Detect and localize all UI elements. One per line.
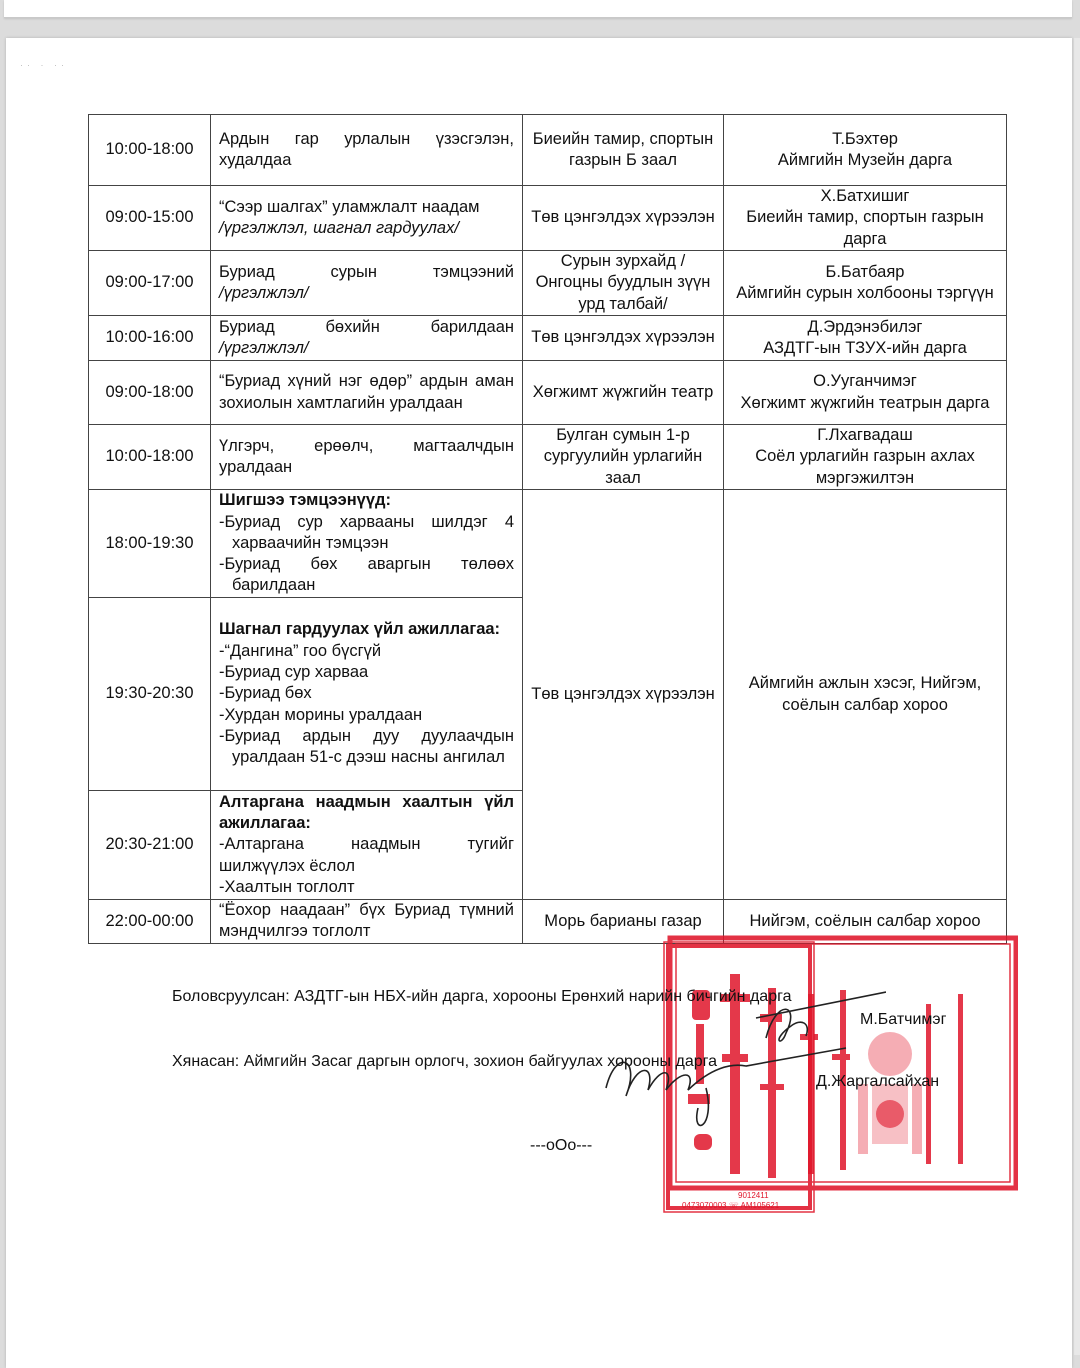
responsible-title: АЗДТГ-ын ТЗУХ-ийн дарга (763, 339, 967, 357)
time-cell: 10:00-18:00 (89, 115, 211, 186)
approved-by-label: Хянасан: Аймгийн Засаг даргын орлогч, зохион байгуулах хорооны дарга (172, 1053, 718, 1070)
event-item: -Буриад сур харваа (219, 663, 369, 682)
event-cell (211, 316, 523, 361)
event-item: -Буриад бөх аваргын төлөөх барилдаан (219, 555, 514, 595)
responsible-name: Г.Лхагвадаш (817, 426, 913, 445)
time-cell: 22:00-00:00 (89, 900, 211, 944)
event-text: Буриад сурын тэмцээний (219, 262, 514, 281)
event-title: Алтаргана наадмын хаалтын үйл ажиллагаа: (219, 792, 514, 833)
responsible-name: Х.Батхишиг (820, 187, 910, 206)
place-cell: Хөгжимт жүжгийн театр (523, 361, 724, 425)
schedule-table (88, 114, 1007, 944)
table-row (89, 115, 1007, 186)
prepared-by-name: М.Батчимэг (860, 1011, 947, 1028)
place-cell: Биеийн тамир, спортын газрын Б заал (523, 115, 724, 186)
event-cell (211, 598, 523, 791)
merged-place-cell: Төв цэнгэлдэх хүрээлэн (523, 490, 724, 900)
responsible-cell (724, 115, 1007, 186)
stamp-number-bottom: 0473070003 ☏ AM105621 (682, 1201, 780, 1210)
scan-specks: ·· · ·· (20, 60, 68, 70)
event-cell: “Буриад хүний нэг өдөр” ардын аман зохиолын хамтлагийн уралдаан (211, 361, 523, 425)
event-item: -Алтаргана наадмын тугийг шилжүүлэх ёслол (219, 835, 514, 875)
responsible-cell: Нийгэм, соёлын салбар хороо (724, 900, 1007, 944)
table-row (89, 316, 1007, 361)
table-row (89, 425, 1007, 490)
event-text: Буриад бөхийн барилдаан (219, 317, 514, 336)
event-cell (211, 490, 523, 598)
responsible-title: Аймгийн Музейн дарга (777, 151, 953, 169)
responsible-name: Т.Бэхтөр (832, 129, 898, 148)
merged-responsible-cell: Аймгийн ажлын хэсэг, Нийгэм, соёлын салбар хороо (724, 490, 1007, 900)
approved-by-name: Д.Жаргалсайхан (816, 1073, 940, 1090)
table-row (89, 361, 1007, 425)
time-cell: 09:00-17:00 (89, 251, 211, 316)
table-row (89, 490, 1007, 598)
responsible-name: О.Ууганчимэг (813, 372, 917, 391)
event-text: “Сээр шалгах” уламжлалт наадам (219, 197, 480, 216)
event-item: -Буриад бөх (219, 684, 312, 703)
scrollbar-track[interactable] (1074, 38, 1080, 1355)
table-row (89, 251, 1007, 316)
place-cell: Сурын зурхайд /Онгоцны буудлын зүүн урд талбай/ (523, 251, 724, 316)
responsible-name: Д.Эрдэнэбилэг (807, 317, 923, 336)
event-note: /үргэлжлэл/ (219, 339, 309, 357)
responsible-cell (724, 361, 1007, 425)
place-cell: Булган сумын 1-р сургуулийн урлагийн заал (523, 425, 724, 490)
event-item: -Буриад сур харвааны шилдэг 4 харваачийн тэмцээн (219, 512, 514, 552)
responsible-title: Аймгийн сурын холбооны тэргүүн (736, 284, 994, 302)
time-cell: 18:00-19:30 (89, 490, 211, 598)
event-cell: Ардын гар урлалын үзэсгэлэн, худалдаа (211, 115, 523, 186)
prepared-by-label: Боловсруулсан: АЗДТГ-ын НБХ-ийн дарга, хорооны Ерөнхий нарийн бичгийн дарга (172, 988, 792, 1005)
time-cell: 10:00-18:00 (89, 425, 211, 490)
table-row (89, 186, 1007, 251)
stamp-number-top: 9012411 (738, 1191, 769, 1200)
responsible-title: Хөгжимт жүжгийн театрын дарга (740, 393, 990, 412)
time-cell: 10:00-16:00 (89, 316, 211, 361)
responsible-cell (724, 316, 1007, 361)
event-note: /үргэлжлэл/ (219, 284, 309, 302)
responsible-cell (724, 425, 1007, 490)
event-title: Шагнал гардуулах үйл ажиллагаа: (219, 620, 501, 639)
event-cell (211, 186, 523, 251)
responsible-cell (724, 251, 1007, 316)
event-cell (211, 251, 523, 316)
event-cell (211, 791, 523, 900)
closing-mark: ---oOo--- (530, 1137, 593, 1154)
responsible-name: Б.Батбаяр (825, 262, 905, 281)
time-cell: 09:00-15:00 (89, 186, 211, 251)
event-item: -Хурдан морины уралдаан (219, 705, 423, 724)
responsible-title: Биеийн тамир, спортын газрын дарга (746, 208, 984, 248)
time-cell: 09:00-18:00 (89, 361, 211, 425)
event-cell: Үлгэрч, ерөөлч, магтаалчдын уралдаан (211, 425, 523, 490)
document-page (6, 38, 1072, 1368)
time-cell: 19:30-20:30 (89, 598, 211, 791)
event-cell: “Ёохор наадаан” бүх Буриад түмний мэндчилгээ тоглолт (211, 900, 523, 944)
place-cell: Төв цэнгэлдэх хүрээлэн (523, 186, 724, 251)
place-cell: Төв цэнгэлдэх хүрээлэн (523, 316, 724, 361)
place-cell: Морь барианы газар (523, 900, 724, 944)
event-item: -“Дангина” гоо бүсгүй (219, 641, 382, 660)
event-note: /үргэлжлэл, шагнал гардуулах/ (219, 219, 459, 237)
event-item: -Буриад ардын дуу дуулаачдын уралдаан 51-с дээш насны ангилал (219, 726, 514, 767)
previous-page-edge (4, 0, 1072, 18)
event-item: -Хаалтын тоглолт (219, 877, 355, 896)
time-cell: 20:30-21:00 (89, 791, 211, 900)
responsible-cell (724, 186, 1007, 251)
responsible-title: Соёл урлагийн газрын ахлах мэргэжилтэн (755, 447, 975, 487)
event-title: Шигшээ тэмцээнүүд: (219, 491, 391, 510)
